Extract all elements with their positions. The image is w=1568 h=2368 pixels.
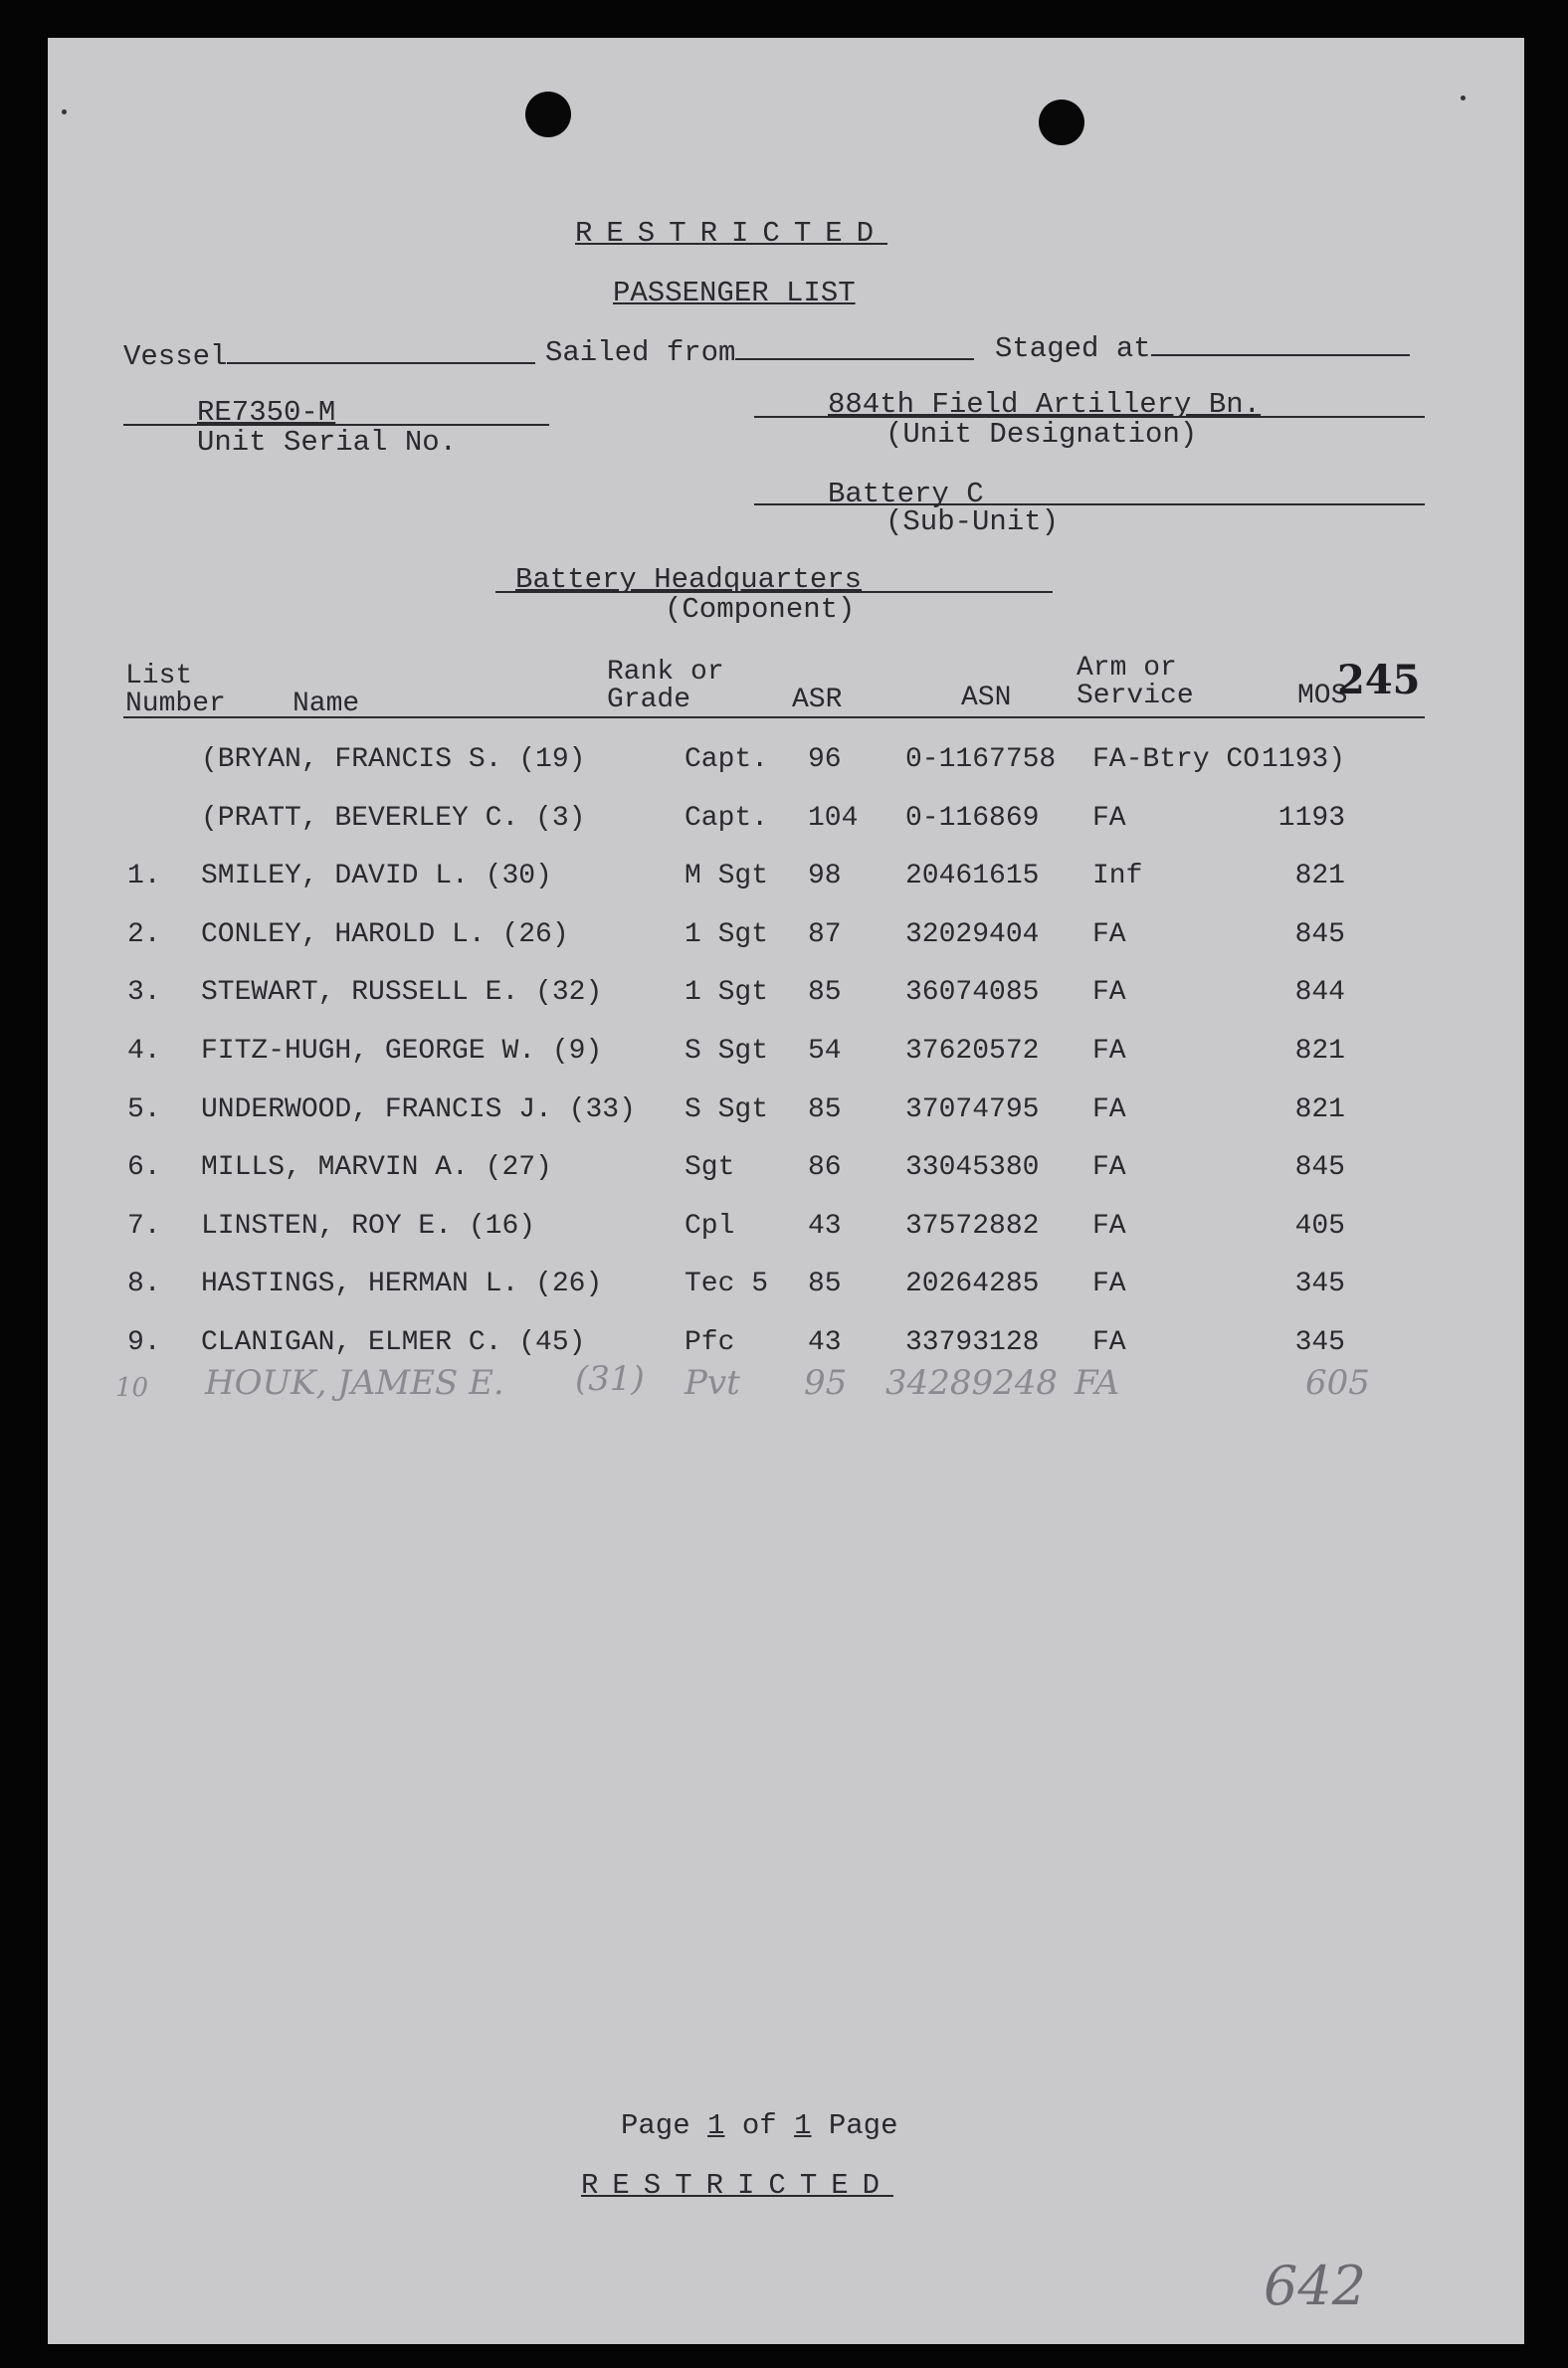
row-asr: 86 [808,1152,842,1184]
row-number: 2. [127,918,161,950]
hand-row-name: HOUK, JAMES E. [205,1363,504,1403]
row-asn: 37620572 [905,1036,1040,1067]
row-asn: 0-1167758 [905,744,1057,775]
row-name: LINSTEN, ROY E. (16) [201,1210,536,1242]
row-grade: 1 Sgt [685,918,769,950]
vessel-blank [227,336,535,364]
table-row [48,1269,1524,1314]
row-number: 4. [127,1036,161,1067]
punch-hole-right [1039,99,1084,145]
restricted-footer: RESTRICTED [581,2169,894,2202]
table-row [48,861,1524,906]
col-asn-header: ASN [961,683,1012,713]
col-name-header: Name [293,689,360,719]
row-arm: FA [1092,1093,1126,1125]
sub-unit-rule [754,503,1425,505]
page-label-a: Page [621,2109,690,2142]
row-asn: 32029404 [905,918,1040,950]
col-list-header: List [125,661,193,691]
component-value: Battery Headquarters [515,563,863,596]
row-asn: 37074795 [905,1093,1040,1125]
staged-at-blank [1151,328,1410,356]
hand-row-mos: 605 [1305,1363,1370,1403]
row-grade: Pfc [685,1327,735,1358]
row-asr: 98 [808,861,842,892]
row-grade: Capt. [685,802,769,834]
row-grade: 1 Sgt [685,977,769,1009]
row-asr: 85 [808,977,842,1009]
row-grade: Sgt [685,1152,735,1184]
col-rank-header: Rank or [607,657,724,688]
page-number: 1 [707,2109,725,2142]
document-title: PASSENGER LIST [613,277,856,309]
row-asn: 33045380 [905,1152,1040,1184]
handwritten-row [48,1359,1524,1409]
table-row [48,977,1524,1023]
sub-unit-value: Battery C [828,478,984,510]
row-number: 1. [127,861,161,892]
row-asr: 87 [808,918,842,950]
hand-row-arm: FA [1075,1363,1120,1403]
table-row [48,919,1524,965]
row-mos: 821 [1294,1093,1345,1125]
row-grade: M Sgt [685,861,769,892]
col-grade-header: Grade [607,685,691,715]
col-asr-header: ASR [792,685,843,715]
row-grade: Cpl [685,1210,735,1242]
row-grade: Capt. [685,744,769,775]
row-number: 7. [127,1210,161,1242]
row-asr: 54 [808,1036,842,1067]
row-asr: 43 [808,1327,842,1358]
speck [62,109,67,114]
row-name: FITZ-HUGH, GEORGE W. (9) [201,1036,603,1067]
row-name: STEWART, RUSSELL E. (32) [201,977,603,1009]
row-name: (BRYAN, FRANCIS S. (19) [201,744,586,775]
row-name: UNDERWOOD, FRANCIS J. (33) [201,1093,636,1125]
vessel-field [123,336,535,373]
row-arm: FA [1092,1210,1126,1242]
row-name: HASTINGS, HERMAN L. (26) [201,1269,603,1300]
row-mos: 405 [1294,1210,1345,1242]
table-row [48,1152,1524,1198]
row-grade: S Sgt [685,1036,769,1067]
row-arm: FA-Btry CO [1092,744,1261,775]
row-number: 5. [127,1093,161,1125]
unit-serial-label: Unit Serial No. [197,426,458,459]
row-arm: FA [1092,1327,1126,1358]
row-asr: 104 [808,802,859,834]
row-arm: FA [1092,1036,1126,1067]
restricted-header: RESTRICTED [575,217,888,250]
hand-row-number: 10 [115,1373,149,1403]
row-name: SMILEY, DAVID L. (30) [201,861,552,892]
row-grade: S Sgt [685,1093,769,1125]
hand-row-asn: 34289248 [885,1363,1059,1403]
header-rule [123,716,1425,718]
row-asn: 0-116869 [905,802,1040,834]
row-asr: 96 [808,744,842,775]
staged-at-field [995,328,1410,365]
stamped-number: 245 [1337,657,1421,703]
staged-at-label: Staged at [995,332,1151,365]
row-grade: Tec 5 [685,1269,769,1300]
row-asn: 33793128 [905,1327,1040,1358]
col-number-header: Number [125,689,226,719]
row-asn: 36074085 [905,977,1040,1009]
row-name: CLANIGAN, ELMER C. (45) [201,1327,586,1358]
table-row [48,1211,1524,1257]
col-arm-header: Arm or [1077,653,1177,684]
row-asr: 43 [808,1210,842,1242]
row-mos: 821 [1294,861,1345,892]
table-row [48,803,1524,849]
page-label-b: of [741,2109,777,2142]
row-name: (PRATT, BEVERLEY C. (3) [201,802,586,834]
punch-hole-left [525,92,571,137]
unit-designation-value: 884th Field Artillery Bn. [828,388,1262,421]
row-asn: 20461615 [905,861,1040,892]
row-mos: 845 [1294,918,1345,950]
vessel-label: Vessel [123,340,228,373]
row-asr: 85 [808,1093,842,1125]
sailed-from-label: Sailed from [545,336,736,369]
row-mos: 845 [1294,1152,1345,1184]
table-row [48,1036,1524,1082]
row-arm: FA [1092,1152,1126,1184]
handwritten-page-number: 642 [1264,2255,1367,2317]
row-name: CONLEY, HAROLD L. (26) [201,918,569,950]
row-arm: FA [1092,1269,1126,1300]
row-asn: 37572882 [905,1210,1040,1242]
row-asn: 20264285 [905,1269,1040,1300]
component-label: (Component) [665,593,856,626]
row-mos: 1193 [1277,802,1345,834]
page-label-c: Page [828,2109,898,2142]
hand-row-grade: Pvt [685,1363,740,1403]
col-service-header: Service [1077,681,1194,711]
sub-unit-label: (Sub-Unit) [885,505,1060,538]
row-number: 6. [127,1152,161,1184]
row-asr: 85 [808,1269,842,1300]
unit-designation-label: (Unit Designation) [885,418,1198,451]
hand-row-age: (31) [575,1359,645,1399]
document-page [48,38,1524,2344]
col-mos-header: MOS [1297,681,1348,711]
row-number: 8. [127,1269,161,1300]
page-total: 1 [794,2109,812,2142]
row-mos: 345 [1294,1327,1345,1358]
hand-row-asr: 95 [804,1363,848,1403]
row-number: 9. [127,1327,161,1358]
unit-serial-value: RE7350-M [197,396,336,429]
row-mos: 1193) [1261,744,1345,775]
sailed-from-field [545,332,974,369]
row-arm: Inf [1092,861,1143,892]
sailed-from-blank [735,332,974,360]
row-arm: FA [1092,918,1126,950]
row-arm: FA [1092,977,1126,1009]
row-mos: 844 [1294,977,1345,1009]
row-mos: 821 [1294,1036,1345,1067]
table-row [48,744,1524,790]
speck [1461,96,1466,100]
table-row [48,1094,1524,1140]
page-indicator [621,2109,898,2142]
row-arm: FA [1092,802,1126,834]
row-name: MILLS, MARVIN A. (27) [201,1152,552,1184]
row-number: 3. [127,977,161,1009]
row-mos: 345 [1294,1269,1345,1300]
